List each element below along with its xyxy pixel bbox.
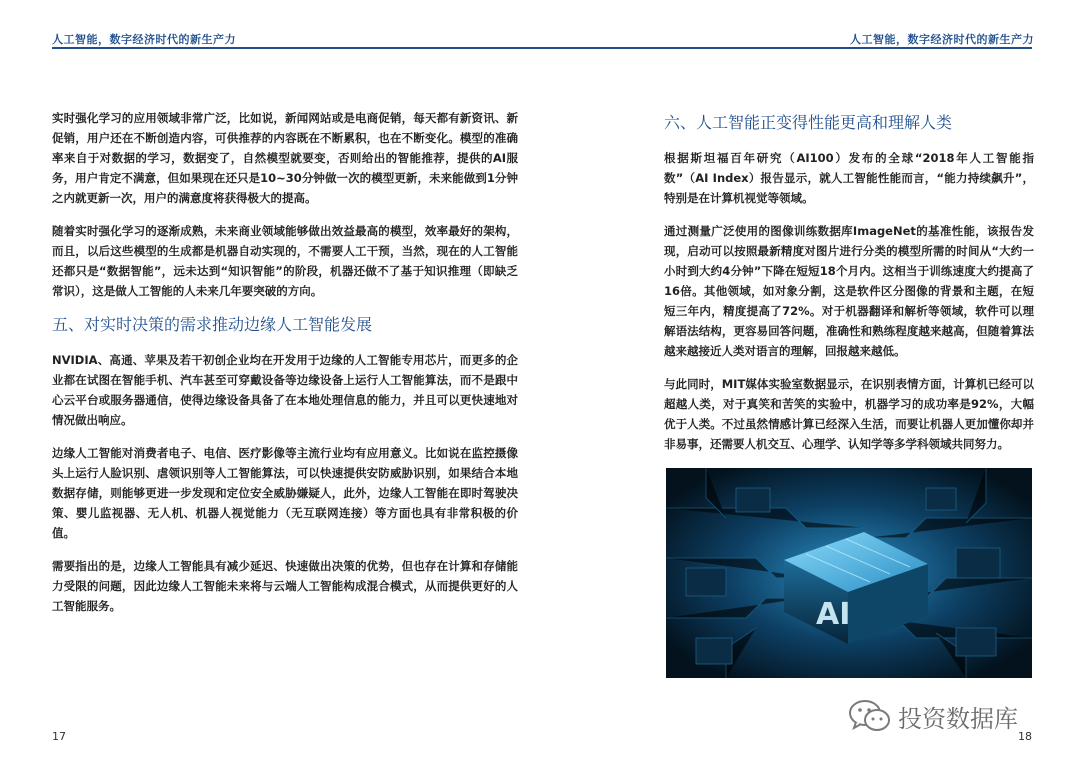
paragraph: 边缘人工智能对消费者电子、电信、医疗影像等主流行业均有应用意义。比如说在监控摄像头上运行人脸识别、虐领识别等人工智能算法，可以快速提供安防威胁识别，如果结合本地数据存储，则能够更进一步发现和定位安全威胁嫌疑人，此外，边缘人工智能在即时驾驶决策、婴儿监视器、无人机、机器人视觉能力（无互联网连接）等方面也具有非常积极的价值。 — [52, 446, 518, 540]
ai-chip-image — [666, 468, 1032, 678]
wechat-icon — [848, 698, 892, 734]
section-heading-5: 五、对实时决策的需求推动边缘人工智能发展 — [52, 315, 373, 334]
ai-chip-label: AI — [816, 597, 851, 632]
left-column — [52, 108, 518, 629]
paragraph: 根据斯坦福百年研究（AI100）发布的全球“2018年人工智能指数”（AI Index）报告显示，就人工智能性能而言，“能力持续飙升”，特别是在计算机视觉等领域。 — [664, 151, 1034, 205]
header-title-right: 人工智能，数字经济时代的新生产力 — [850, 33, 1034, 46]
paragraph: 与此同时，MIT媒体实验室数据显示，在识别表情方面，计算机已经可以超越人类，对于真笑和苦笑的实验中，机器学习的成功率是92%，大幅优于人类。不过虽然情感计算已经深入生活，而要让机器人更加懂你却并非易事，还需要人机交互、心理学、认知学等多学科领域共同努力。 — [664, 377, 1034, 451]
right-column — [664, 108, 1034, 467]
page-number-left: 17 — [52, 730, 66, 743]
watermark — [848, 698, 1018, 734]
page-number-right: 18 — [1018, 730, 1032, 743]
paragraph: NVIDIA、高通、苹果及若干初创企业均在开发用于边缘的人工智能专用芯片，而更多的企业都在试图在智能手机、汽车甚至可穿戴设备等边缘设备上运行人工智能算法，而不是跟中心云平台或服务器通信，使得边缘设备具备了在本地处理信息的能力，并且可以更快速地对情况做出响应。 — [52, 353, 518, 427]
header-title-left: 人工智能，数字经济时代的新生产力 — [52, 33, 236, 46]
paragraph: 随着实时强化学习的逐渐成熟，未来商业领域能够做出效益最高的模型，效率最好的架构，而且，以后这些模型的生成都是机器自动实现的，不需要人工干预，当然，现在的人工智能还都只是“数据智能”，远未达到“知识智能”的阶段，机器还做不了基于知识推理（即缺乏常识），这是做人工智能的人未来几年要突破的方向。 — [52, 224, 518, 298]
watermark-text: 投资数据库 — [898, 704, 1018, 733]
paragraph: 需要指出的是，边缘人工智能具有减少延迟、快速做出决策的优势，但也存在计算和存储能力受限的问题，因此边缘人工智能未来将与云端人工智能构成混合模式，从而提供更好的人工智能服务。 — [52, 559, 518, 613]
paragraph: 实时强化学习的应用领域非常广泛，比如说，新闻网站或是电商促销，每天都有新资讯、新促销，用户还在不断创造内容，可供推荐的内容既在不断累积，也在不断变化。模型的准确率来自于对数据的学习，数据变了，自然模型就要变，否则给出的智能推荐，提供的AI服务，用户肯定不满意，但如果现在还只是10~30分钟做一次的模型更新，未来能做到1分钟之内就更新一次，用户的满意度将获得极大的提高。 — [52, 111, 518, 205]
paragraph: 通过测量广泛使用的图像训练数据库ImageNet的基准性能，该报告发现，启动可以按照最新精度对图片进行分类的模型所需的时间从“大约一小时到大约4分钟”下降在短短18个月内。这相当于训练速度大约提高了16倍。其他领域，如对象分割，这是软件区分图像的背景和主题，在短短三年内，精度提高了72%。对于机器翻译和解析等领域，软件可以理解语法结构，更容易回答问题，准确性和熟练程度越来越高，但随着算法越来越接近人类对语言的理解，回报越来越低。 — [664, 224, 1034, 358]
header-divider — [52, 47, 1032, 49]
ai-chip-illustration — [666, 468, 1032, 678]
section-heading-6: 六、人工智能正变得性能更高和理解人类 — [664, 113, 953, 132]
